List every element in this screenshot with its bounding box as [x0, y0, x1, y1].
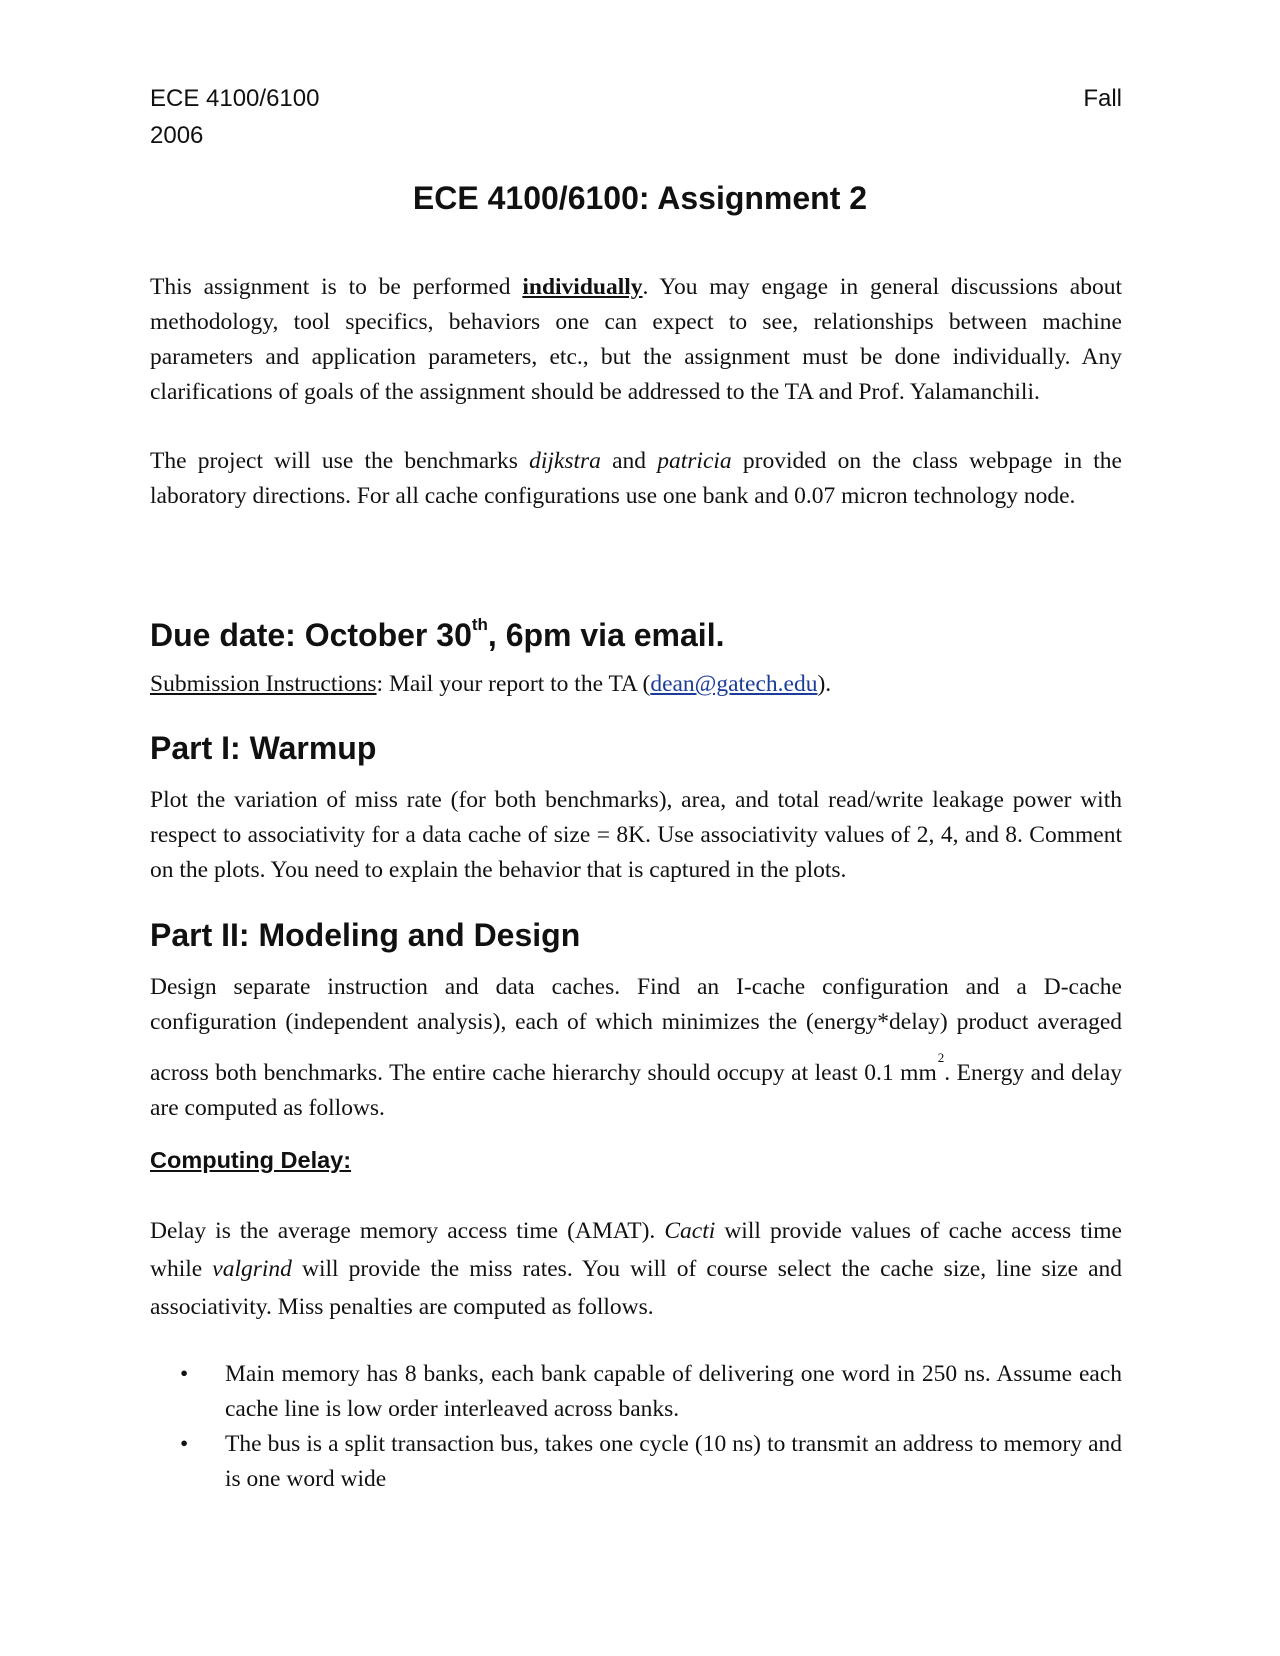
list-item [150, 1357, 1122, 1427]
intro-text-2a: The project will use the benchmarks [150, 448, 530, 474]
due-date-heading [150, 615, 724, 654]
area-exponent: 2 [937, 1050, 945, 1065]
due-date-rest: , 6pm via email. [487, 617, 725, 653]
intro-paragraph-2 [150, 444, 1122, 514]
benchmark-patricia: patricia [657, 448, 732, 474]
intro-paragraph-1 [150, 270, 1122, 410]
delay-text-b: will provide values of cache access time while [150, 1218, 1122, 1282]
part2-heading: Part II: Modeling and Design [150, 917, 581, 953]
intro-text-2b: and [600, 448, 658, 474]
due-date-suffix: th [471, 615, 488, 634]
tool-cacti: Cacti [664, 1218, 716, 1244]
delay-paragraph [150, 1212, 1122, 1326]
term-year: 2006 [150, 122, 204, 149]
submission-text: : Mail your report to the TA ( [376, 671, 651, 697]
part2-paragraph [150, 970, 1122, 1126]
list-item-text: Main memory has 8 banks, each bank capable of delivering one word in 250 ns. Assume each cache line is low order interleaved across banks. [225, 1361, 1122, 1422]
intro-text-1b: . You may engage in general discussions about methodology, tool specifics, behaviors one can expect to see, relationships between machine parameters and application parameters, etc., but the assignment must be done individually. Any clarifications of goals of the assignment should be addressed to the TA and Prof. Yalamanchili. [150, 274, 1122, 405]
part1-paragraph: Plot the variation of miss rate (for both benchmarks), area, and total read/write leakage power with respect to associativity for a data cache of size = 8K. Use associativity values of 2, 4, and 8. Comment on the plots. You need to explain the behavior that is captured in the plots. [150, 787, 1122, 883]
course-code: ECE 4100/6100 [150, 85, 320, 112]
list-item [150, 1427, 1122, 1497]
delay-text-a: Delay is the average memory access time (AMAT). [150, 1218, 665, 1244]
part2-text-a: Design separate instruction and data caches. Find an I-cache configuration and a D-cache configuration (independent analysis), each of which minimizes the (energy*delay) product averaged across both benchmarks. The entire cache hierarchy should occupy at least 0.1 mm [150, 974, 1122, 1086]
header-left [150, 80, 319, 154]
benchmark-dijkstra: dijkstra [529, 448, 601, 474]
intro-text-2c: provided on the class webpage in the laboratory directions. For all cache configurations use one bank and 0.07 micron technology node. [150, 448, 1122, 509]
part2-text-b: . Energy and delay are computed as follows. [150, 1060, 1122, 1121]
submission-close: ). [817, 671, 832, 697]
due-date-prefix: Due date: October 30 [150, 617, 472, 653]
list-item-text: The bus is a split transaction bus, takes one cycle (10 ns) to transmit an address to memory and is one word wide [225, 1431, 1122, 1492]
part1-heading: Part I: Warmup [150, 730, 377, 766]
bullet-icon: • [180, 1361, 189, 1387]
term-season: Fall [1083, 85, 1122, 112]
intro-emphasis: individually [522, 274, 643, 300]
ta-email-link[interactable]: dean@gatech.edu [650, 671, 818, 697]
miss-penalty-list [150, 1357, 1122, 1497]
intro-text-1a: This assignment is to be performed [150, 274, 523, 300]
bullet-icon: • [180, 1431, 189, 1457]
tool-valgrind: valgrind [212, 1256, 292, 1282]
delay-text-c: will provide the miss rates. You will of course select the cache size, line size and associativity. Miss penalties are computed as follows. [150, 1256, 1123, 1320]
submission-instructions [150, 667, 831, 702]
computing-delay-heading: Computing Delay: [150, 1147, 352, 1173]
submission-label: Submission Instructions [150, 671, 377, 697]
page-title: ECE 4100/6100: Assignment 2 [412, 180, 868, 216]
